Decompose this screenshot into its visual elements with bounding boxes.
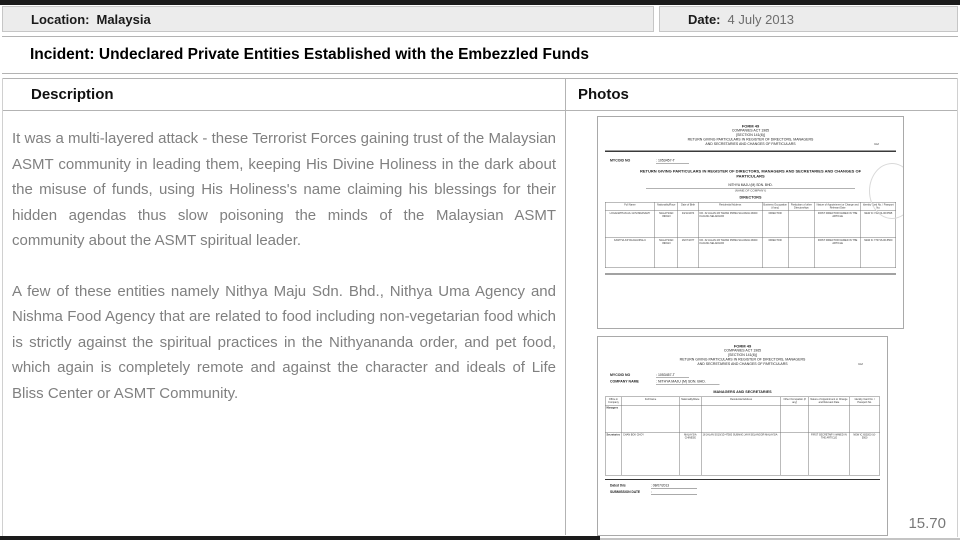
directors-header-row xyxy=(605,202,896,211)
form-cell xyxy=(788,211,814,238)
form-return-line2-wrap xyxy=(598,362,887,367)
form-divider xyxy=(605,151,896,153)
form-cell xyxy=(622,405,680,432)
form-return-line2: AND SECRETARIES AND CHANGES OF PARTICULARS xyxy=(697,362,788,366)
form-cell: FIRST DIRECTOR NAMED IN THE ARTICLE xyxy=(814,211,860,238)
secretaries-header-row xyxy=(605,397,880,406)
form-return-line1: RETURN GIVING PARTICULARS IN REGISTER OF DIRECTORS, MANAGERS xyxy=(687,138,814,142)
description-paragraph-1: It was a multi-layered attack - these Terrorist Forces gaining trust of the Malaysian ASMT community in leading them, keeping His Divine Holiness in the dark about the misuse of funds, using His Holiness's name claiming his blessings for their hidden agendas thus slow poisoning the minds of the Malaysian ASMT community about the ASMT spiritual leader. xyxy=(12,130,556,249)
form-cell: NEW IC 650203-10-5500 xyxy=(850,432,880,475)
form-cell xyxy=(808,405,849,432)
form-cell: MALAYSIA CHINESE xyxy=(679,432,701,475)
form-header-cell: Identity Card No. / Passport No. xyxy=(850,397,880,406)
form-cell: MALAYSIAN INDIAN xyxy=(655,211,678,238)
meta-row xyxy=(2,6,958,32)
incident-title: Incident: Undeclared Private Entities Established with the Embezzled Funds xyxy=(30,46,589,63)
form-header-cell: Nationality/Race xyxy=(679,397,701,406)
form-cell xyxy=(850,405,880,432)
form-cell: Secretaries xyxy=(605,432,621,475)
ref-label: Ref xyxy=(874,143,879,146)
form-header-block xyxy=(598,117,903,147)
column-header-row xyxy=(3,78,957,111)
managers-row xyxy=(605,405,880,432)
form-cell xyxy=(679,405,701,432)
form-cell: KANTHA A/P RAJAGOPALU xyxy=(605,238,654,268)
mycoid-label: MYCOID NO xyxy=(610,159,631,163)
location-cell xyxy=(2,6,654,32)
form-section: [SECTION 141(6)] xyxy=(736,133,765,137)
form-cell xyxy=(781,405,808,432)
mycoid-row xyxy=(610,159,903,164)
location-label: Location: xyxy=(31,11,90,27)
mycoid-value: : 1053457-T xyxy=(656,159,689,164)
form-cell: DIRECTOR xyxy=(762,238,788,268)
content-table xyxy=(2,78,958,537)
bottom-accent-bar xyxy=(0,536,600,540)
photo-form49-directors xyxy=(597,116,904,329)
form-cell: FIRST DIRECTOR NAMED IN THE ARTICLE xyxy=(814,238,860,268)
page-number: 15.70 xyxy=(908,515,946,532)
mycoid-value: : 1053457-T xyxy=(656,373,689,378)
form-header-cell: Other Occupation (if any) xyxy=(781,397,808,406)
form49-directors-document xyxy=(598,117,903,275)
directors-section-title: DIRECTORS xyxy=(739,195,762,200)
mycoid-label: MYCOID NO xyxy=(610,373,631,377)
form-header-cell: Nature of Appointment or Change and Relevant Date xyxy=(810,398,848,404)
form-cell: 18 JALAN SS19/1D 47500 SUBANG JAYA SELANGOR MALAYSIA xyxy=(701,432,781,475)
company-caption: (NAME OF COMPANY) xyxy=(734,189,767,193)
form-cell: NO. 32 JALAN 4/6 TAMAN PRIMA SAUJANA 43000 KAJANG SELANGOR xyxy=(698,238,762,268)
form-number: FORM 49 xyxy=(741,124,760,129)
description-column-header xyxy=(3,79,566,110)
form-cell: CHAN BOK CHOY xyxy=(622,432,680,475)
form-bold-title: RETURN GIVING PARTICULARS IN REGISTER OF DIRECTORS, MANAGERS AND SECRETARIES AND CHANGES OF PARTICULARS xyxy=(639,169,862,179)
form-cell: NO. 32 JALAN 4/6 TAMAN PRIMA SAUJANA 43000 KAJANG SELANGOR xyxy=(698,211,762,238)
form-cell: 04/11/1974 xyxy=(678,211,698,238)
submission-date-row xyxy=(610,491,887,496)
form-header-cell: Date of Birth xyxy=(678,202,698,211)
form49-secretaries-document xyxy=(598,337,887,495)
submission-date-label: SUBMISSION DATE xyxy=(610,490,641,494)
description-header-label: Description xyxy=(31,86,114,103)
form-header-cell: Residential Address xyxy=(701,397,781,406)
form-header-cell: Office in Company xyxy=(605,397,621,406)
form-act: COMPANIES ACT 1965 xyxy=(731,129,770,133)
form-header-cell: Nationality/Race xyxy=(655,202,678,211)
form-return-line2-wrap xyxy=(598,142,903,147)
dated-row xyxy=(610,484,887,489)
form-header-cell: Nature of Appointment or Change and Relevant Date xyxy=(814,202,860,211)
form-header-cell: Particulars of other Directorships xyxy=(788,202,814,211)
form-header-cell: Identity Card No. / Passport No. xyxy=(861,202,896,211)
company-name: NITHYA MAJU (M) SDN. BHD. xyxy=(728,183,773,187)
form-act: COMPANIES ACT 1965 xyxy=(723,349,762,353)
form-cell: MALAYSIAN INDIAN xyxy=(655,238,678,268)
form-cell: NEW IC 770716-06-5560 xyxy=(861,238,896,268)
form-bottom-rule xyxy=(605,479,880,480)
top-accent-bar xyxy=(0,0,960,5)
form-header-cell: Business Occupation (if any) xyxy=(763,203,787,210)
photos-cell xyxy=(566,111,957,535)
form-cell: 16/07/1977 xyxy=(678,238,698,268)
photos-column-header xyxy=(566,79,957,110)
submission-date-value: : xyxy=(651,491,697,496)
form-return-line2: AND SECRETARIES AND CHANGES OF PARTICULARS xyxy=(705,142,796,146)
photo-form49-secretaries xyxy=(597,336,888,536)
form-cell: DIRECTOR xyxy=(762,211,788,238)
form-number: FORM 49 xyxy=(733,344,752,349)
form-header-cell: Full Name xyxy=(622,397,680,406)
form-cell xyxy=(701,405,781,432)
form-header-cell: Residential Address xyxy=(698,202,762,211)
managers-secretaries-table xyxy=(605,397,880,476)
form-section: [SECTION 141(6)] xyxy=(728,353,757,357)
form-header-cell: Full Name xyxy=(605,202,654,211)
description-paragraph-2: A few of these entities namely Nithya Maju Sdn. Bhd., Nithya Uma Agency and Nishma Food Agency that are related to food including non-vegetarian food which is strictly against the spiritual practices in the Nithyananda order, and pet food, which again is completely remote and against the character and ideals of Life Bliss Center or ASMT Community. xyxy=(12,282,556,402)
dated-label: Dated this xyxy=(610,484,626,488)
date-cell xyxy=(659,6,958,32)
director-row xyxy=(605,238,896,268)
dated-value: : 08/07/2013 xyxy=(651,484,697,489)
director-row xyxy=(605,211,896,238)
location-value: Malaysia xyxy=(96,11,151,27)
company-name-row xyxy=(610,380,887,385)
company-name-underline xyxy=(646,188,855,189)
form-cell xyxy=(788,238,814,268)
form-cell: NEW IC 741104-06-5595 xyxy=(861,211,896,238)
form-cell xyxy=(781,432,808,475)
date-value: 4 July 2013 xyxy=(727,11,795,27)
form-header-block xyxy=(598,337,887,367)
photos-header-label: Photos xyxy=(578,86,629,103)
company-name-value: : NITHYA MAJU (M) SDN. BHD. xyxy=(656,380,720,385)
company-name-label: COMPANY NAME xyxy=(610,380,639,384)
mycoid-row xyxy=(610,373,887,378)
description-cell xyxy=(3,111,566,535)
content-row xyxy=(3,111,957,535)
directors-table xyxy=(605,202,896,268)
ref-label: Ref xyxy=(858,363,863,366)
form-return-line1: RETURN GIVING PARTICULARS IN REGISTER OF DIRECTORS, MANAGERS xyxy=(679,358,806,362)
form-cell: Managers xyxy=(605,405,621,432)
managers-secretaries-section-title: MANAGERS AND SECRETARIES xyxy=(713,389,772,394)
incident-title-row xyxy=(2,36,958,74)
form-cell: FIRST SECRETARY NAMED IN THE ARTICLE xyxy=(808,432,849,475)
date-label: Date: xyxy=(688,11,721,27)
form-cell: LOGANATHAN A/L GOVINDASAMY xyxy=(605,211,654,238)
secretaries-row xyxy=(605,432,880,475)
form-bottom-rule xyxy=(605,273,896,275)
